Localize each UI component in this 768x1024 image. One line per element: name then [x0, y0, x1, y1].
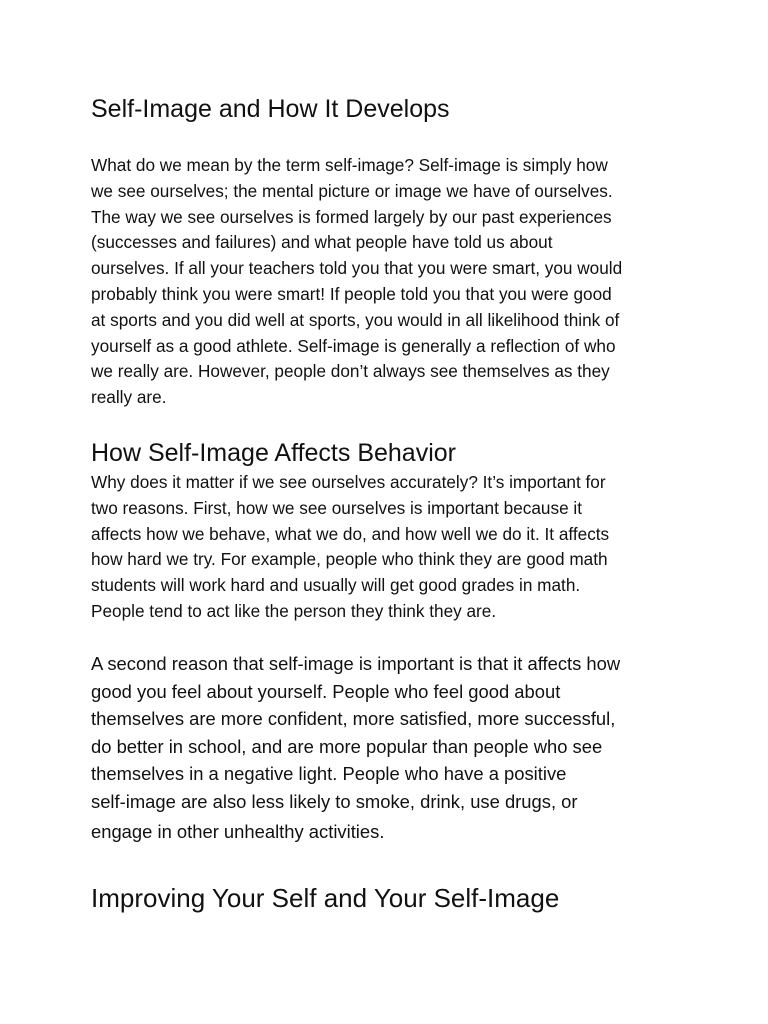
section-heading: Improving Your Self and Your Self-Image	[91, 883, 560, 913]
paragraph-line: What do we mean by the term self-image? Self-image is simply how	[91, 155, 608, 175]
paragraph-line: at sports and you did well at sports, you would in all likelihood think of	[91, 309, 620, 330]
paragraph-line: Why does it matter if we see ourselves accurately? It’s important for	[91, 472, 606, 492]
paragraph-line: The way we see ourselves is formed largely by our past experiences	[91, 206, 612, 227]
paragraph-line: two reasons. First, how we see ourselves is important because it	[91, 497, 583, 518]
paragraph	[91, 153, 691, 411]
paragraph-line: themselves in a negative light. People who have a positive	[91, 763, 567, 784]
paragraph-line: themselves are more confident, more satisfied, more successful,	[91, 708, 616, 729]
paragraph-line: engage in other unhealthy activities.	[91, 821, 385, 842]
paragraph	[91, 470, 691, 625]
paragraph-line: students will work hard and usually will get good grades in math.	[91, 575, 581, 596]
paragraph-line: how hard we try. For example, people who think they are good math	[91, 549, 608, 570]
paragraph-line: yourself as a good athlete. Self-image is generally a reflection of who	[91, 335, 616, 356]
paragraph-line: self-image are also less likely to smoke, drink, use drugs, or	[91, 790, 578, 812]
section-heading: Self-Image and How It Develops	[91, 95, 450, 123]
paragraph-line: A second reason that self-image is important is that it affects how	[91, 653, 621, 674]
paragraph-line: good you feel about yourself. People who feel good about	[91, 680, 561, 702]
paragraph-line: affects how we behave, what we do, and how well we do it. It affects	[91, 523, 610, 544]
paragraph	[91, 650, 691, 846]
paragraph-line: we really are. However, people don’t always see themselves as they	[91, 361, 610, 382]
section-heading: How Self-Image Affects Behavior	[91, 439, 456, 467]
paragraph-line: (successes and failures) and what people have told us about	[91, 232, 553, 253]
paragraph-line: ourselves. If all your teachers told you that you were smart, you would	[91, 258, 623, 279]
paragraph-line: really are.	[91, 387, 167, 408]
paragraph-line: we see ourselves; the mental picture or image we have of ourselves.	[91, 180, 613, 201]
paragraph-line: People tend to act like the person they think they are.	[91, 600, 497, 621]
paragraph-line: do better in school, and are more popular than people who see	[91, 735, 603, 757]
paragraph-line: probably think you were smart! If people told you that you were good	[91, 283, 612, 304]
